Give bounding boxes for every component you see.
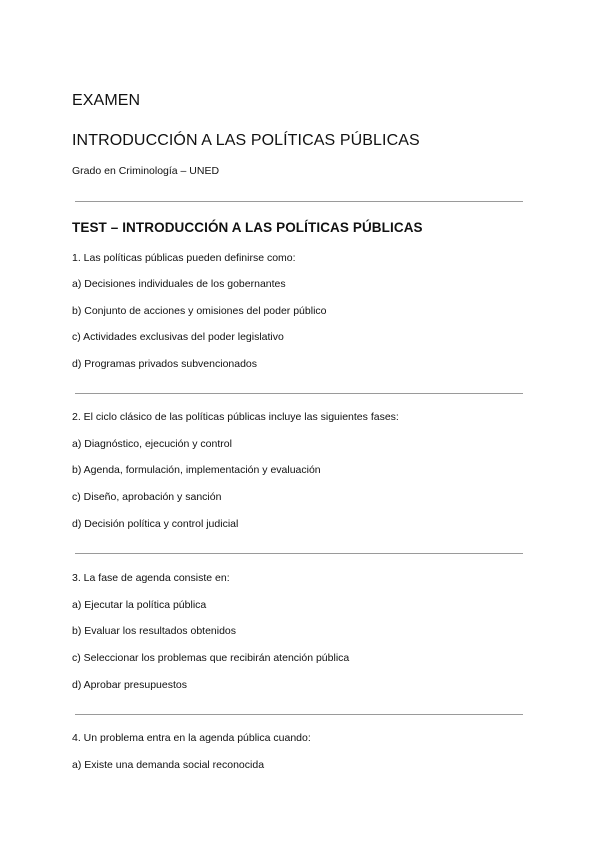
divider [75,553,523,554]
question-1-option-d: d) Programas privados subvencionados [72,358,258,370]
divider [75,393,523,394]
question-1-option-c: c) Actividades exclusivas del poder legislativo [72,331,284,343]
divider [75,714,523,715]
question-3-option-d: d) Aprobar presupuestos [72,679,187,691]
question-4-prompt: 4. Un problema entra en la agenda pública cuando: [72,732,311,744]
test-title: TEST – INTRODUCCIÓN A LAS POLÍTICAS PÚBLICAS [72,220,423,235]
course-title: INTRODUCCIÓN A LAS POLÍTICAS PÚBLICAS [72,132,420,149]
question-3-option-c: c) Seleccionar los problemas que recibirán atención pública [72,652,350,664]
question-2-option-a: a) Diagnóstico, ejecución y control [72,438,232,450]
question-2-option-c: c) Diseño, aprobación y sanción [72,491,222,503]
question-1-option-a: a) Decisiones individuales de los gobernantes [72,278,286,290]
question-1-option-b: b) Conjunto de acciones y omisiones del poder público [72,305,327,317]
question-3-option-b: b) Evaluar los resultados obtenidos [72,625,237,637]
question-2-option-b: b) Agenda, formulación, implementación y evaluación [72,464,321,476]
question-3-option-a: a) Ejecutar la política pública [72,599,207,611]
subtitle: Grado en Criminología – UNED [72,165,220,177]
question-2-prompt: 2. El ciclo clásico de las políticas públicas incluye las siguientes fases: [72,411,399,423]
question-4-option-a: a) Existe una demanda social reconocida [72,759,265,771]
divider [75,201,523,202]
question-1-prompt: 1. Las políticas públicas pueden definirse como: [72,252,296,264]
question-3-prompt: 3. La fase de agenda consiste en: [72,572,230,584]
exam-heading: EXAMEN [72,92,141,109]
question-2-option-d: d) Decisión política y control judicial [72,518,239,530]
